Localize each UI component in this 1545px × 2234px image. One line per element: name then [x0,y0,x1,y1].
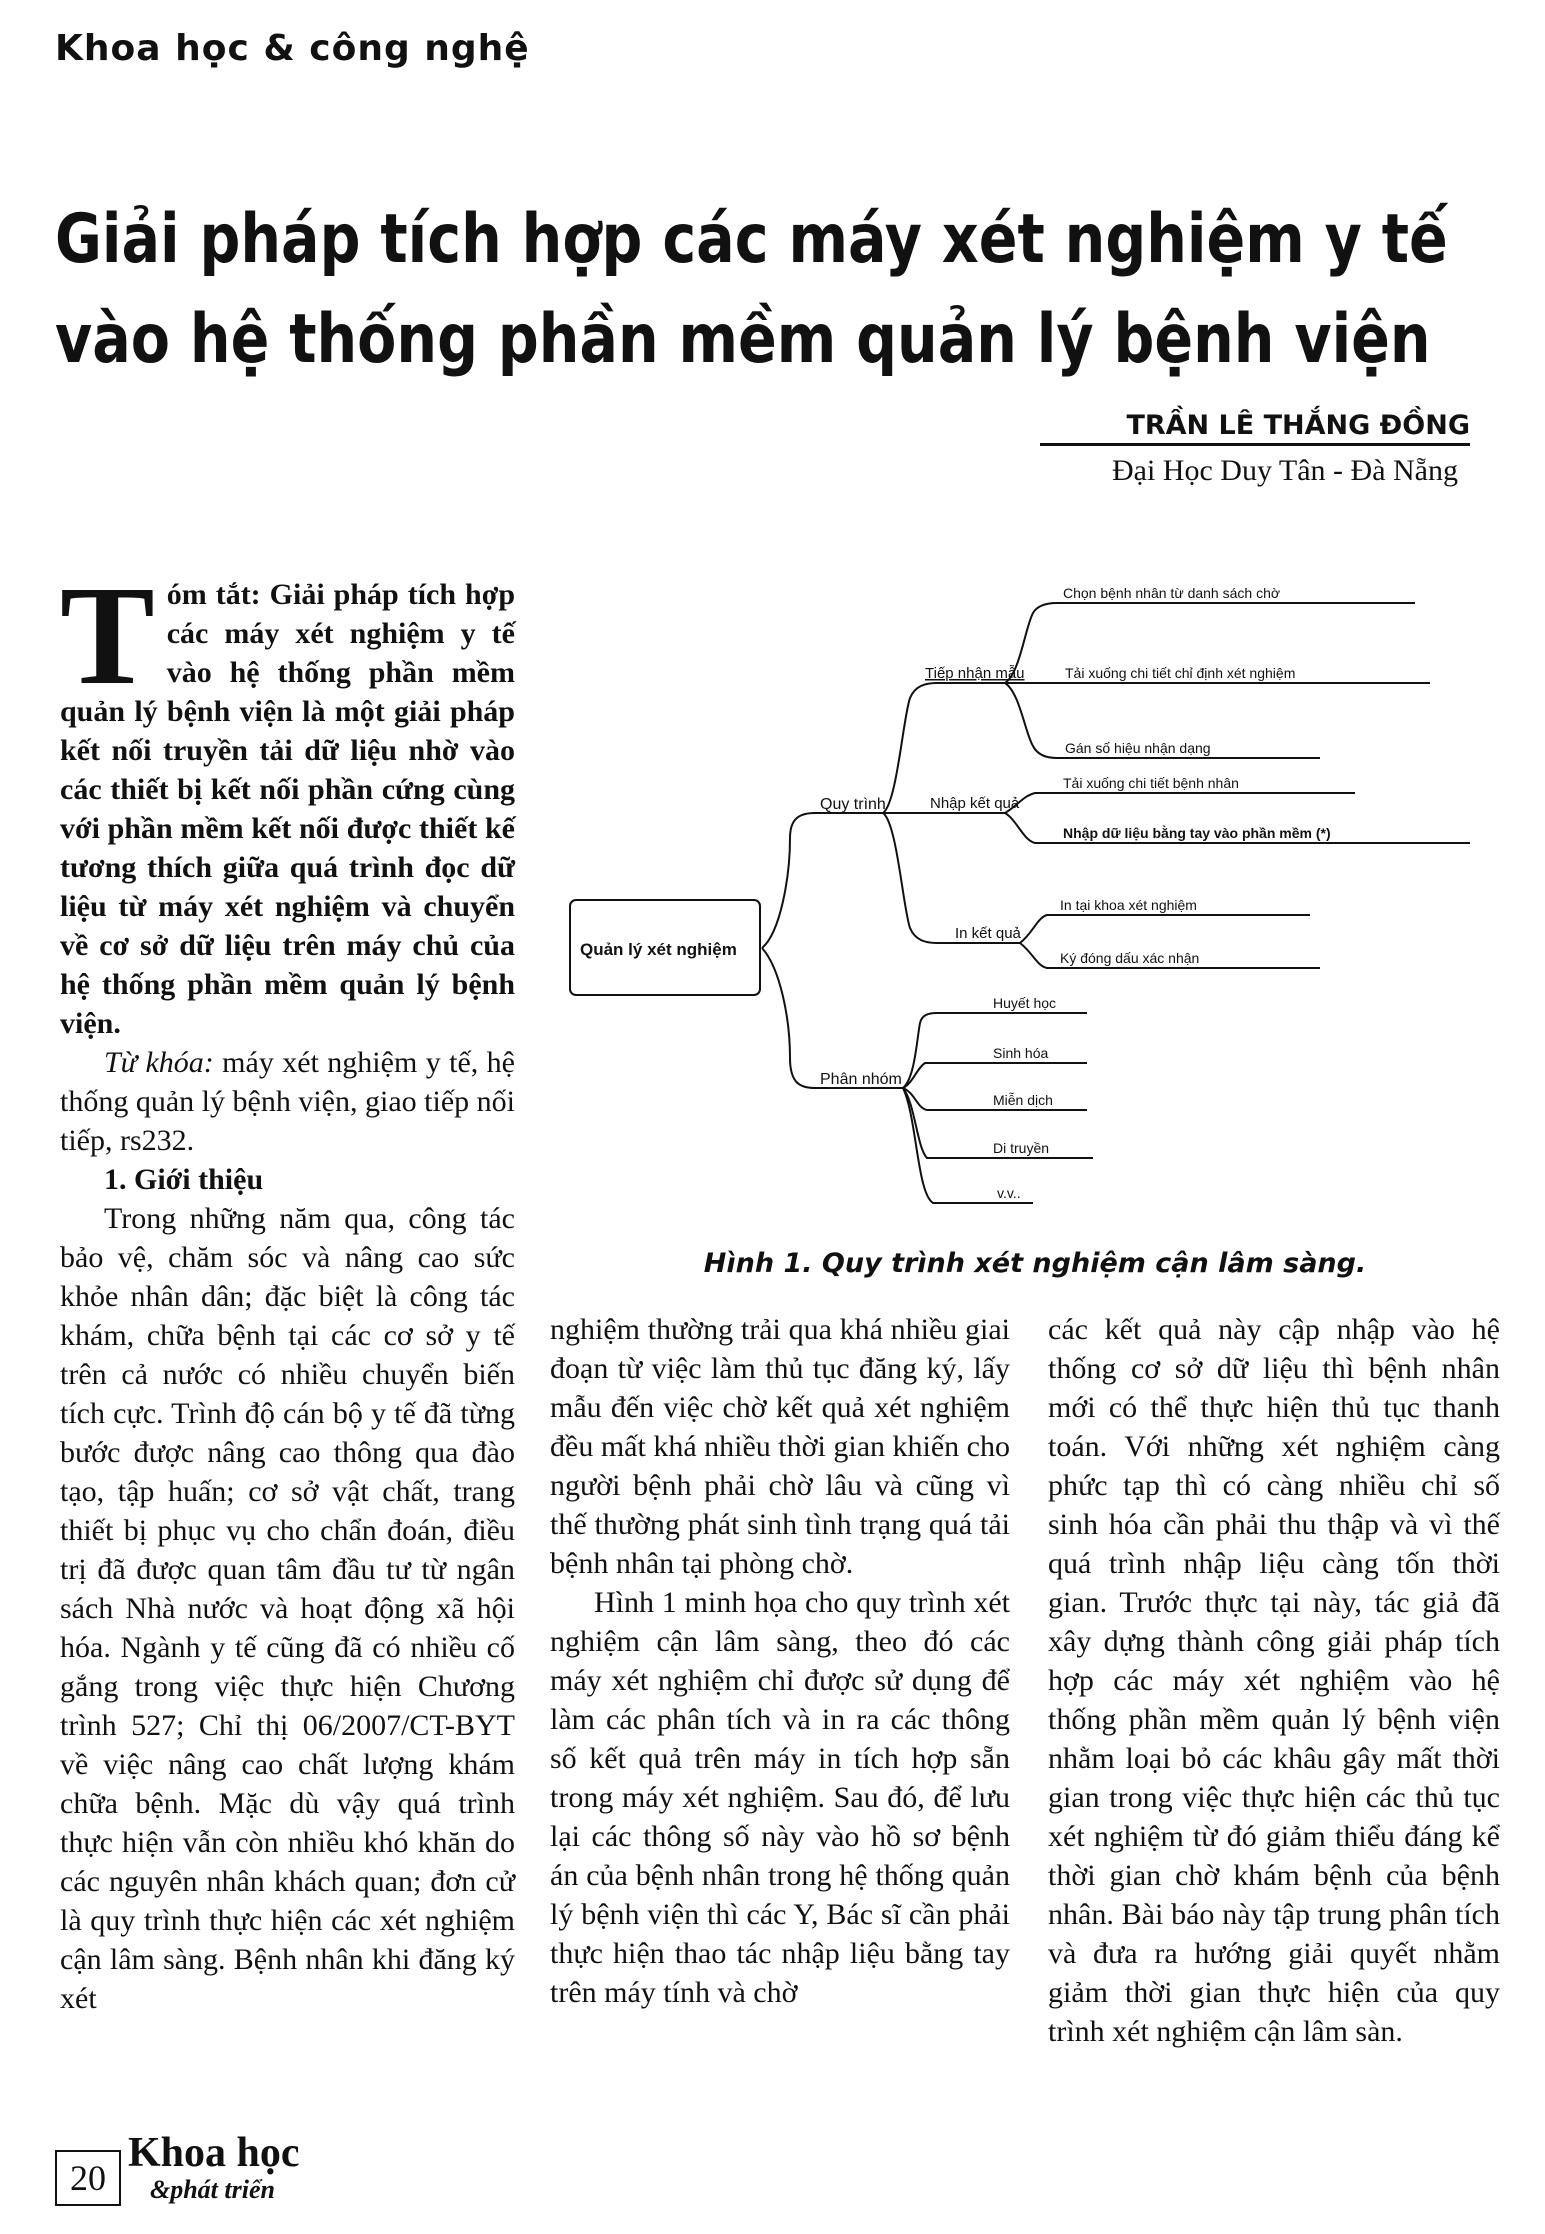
root-node-label: Quản lý xét nghiệm [580,940,737,959]
title-line-1: Giải pháp tích hợp các máy xét nghiệm y tế [55,200,1448,279]
author-name: TRẦN LÊ THẮNG ĐỒNG [1040,410,1470,446]
leaf-nhap-du-lieu: Nhập dữ liệu bằng tay vào phần mềm (*) [1063,825,1331,841]
author-affiliation: Đại Học Duy Tân - Đà Nẵng [1111,454,1458,487]
drop-cap: T [60,556,155,714]
leaf-curve-4 [1005,793,1355,813]
sub-in-ket-qua: In kết quả [955,925,1021,942]
group-curve-2 [903,1063,1087,1088]
magazine-logo-sub: &phát triển [150,2175,275,2204]
keywords-text: máy xét nghiệm y tế, hệ thống quản lý bệnh viện, giao tiếp nối tiếp, rs232. [60,1046,515,1157]
sub-curve-1 [883,683,1005,813]
group-sinh-hoa: Sinh hóa [993,1045,1049,1061]
leaf-chon-benh-nhan: Chọn bệnh nhân từ danh sách chờ [1063,585,1281,601]
figure-caption: Hình 1. Quy trình xét nghiệm cận lâm sàng. [703,1248,1367,1279]
keywords [60,1043,515,1160]
body-paragraph: nghiệm thường trải qua khá nhiều giai đoạn từ việc làm thủ tục đăng ký, lấy mẫu đến việc chờ kết quả xét nghiệm đều mất khá nhiều thời gian khiến cho người bệnh phải chờ lâu và cũng vì thế thường phát sinh tình trạng quá tải bệnh nhân tại phòng chờ. [550,1313,1010,1580]
column-3 [1048,1310,1500,2051]
abstract [60,556,515,1043]
sub-nhap-ket-qua: Nhập kết quả [930,795,1020,812]
body-paragraph: Hình 1 minh họa cho quy trình xét nghiệm cận lâm sàng, theo đó các máy xét nghiệm chỉ được sử dụng để làm các phân tích và in ra các thông số kết quả trên máy in tích hợp sẵn trong máy xét nghiệm. Sau đó, để lưu lại các thông số này vào hồ sơ bệnh án của bệnh nhân trong hệ thống quản lý bệnh viện thì các Y, Bác sĩ cần phải thực hiện thao tác nhập liệu bằng tay trên máy tính và chờ [550,1586,1010,2009]
column-2 [550,1310,1010,2012]
leaf-gan-so-hieu: Gán số hiệu nhận dạng [1065,740,1211,756]
leaf-in-tai-khoa: In tại khoa xét nghiệm [1060,897,1197,913]
group-di-truyen: Di truyền [993,1140,1050,1156]
section-label: Khoa học & công nghệ [55,28,530,69]
group-huyet-hoc: Huyết học [993,995,1057,1011]
column-1 [60,556,515,2018]
sub-tiep-nhan-mau: Tiếp nhận mẫu [925,665,1025,682]
group-vv: v.v.. [997,1185,1021,1201]
page-number: 20 [55,2150,121,2206]
section-heading-intro: 1. Giới thiệu [104,1163,264,1196]
sub-curve-3 [883,813,1020,943]
keywords-label: Từ khóa: [104,1046,214,1079]
body-paragraph: Trong những năm qua, công tác bảo vệ, chăm sóc và nâng cao sức khỏe nhân dân; đặc biệt là công tác khám, chữa bệnh tại các cơ sở y tế trên cả nước có nhiều chuyển biến tích cực. Trình độ cán bộ y tế đã từng bước được nâng cao thông qua đào tạo, tập huấn; cơ sở vật chất, trang thiết bị phục vụ cho chẩn đoán, điều trị đã được quan tâm đầu tư từ ngân sách Nhà nước và hoạt động xã hội hóa. Ngành y tế cũng đã có nhiều cố gắng trong việc thực hiện Chương trình 527; Chỉ thị 06/2007/CT-BYT về việc nâng cao chất lượng khám chữa bệnh. Mặc dù vậy quá trình thực hiện vẫn còn nhiều khó khăn do các nguyên nhân khách quan; đơn cử là quy trình thực hiện các xét nghiệm cận lâm sàng. Bệnh nhân khi đăng ký xét [60,1202,515,2015]
body-paragraph: các kết quả này cập nhập vào hệ thống cơ sở dữ liệu thì bệnh nhân mới có thể thực hiện thủ tục thanh toán. Với những xét nghiệm càng phức tạp thì có càng nhiều chỉ số sinh hóa cần phải thu thập và vì thế quá trình nhập liệu càng tốn thời gian. Trước thực tại này, tác giả đã xây dựng thành công giải pháp tích hợp các máy xét nghiệm vào hệ thống phần mềm quản lý bệnh viện nhằm loại bỏ các khâu gây mất thời gian trong việc thực hiện các thủ tục xét nghiệm từ đó giảm thiểu đáng kể thời gian chờ khám bệnh của bệnh nhân. Bài báo này tập trung phân tích và đưa ra hướng giải quyết nhằm giảm thời gian thực hiện của quy trình xét nghiệm cận lâm sàn. [1048,1313,1500,2048]
branch-quy-trinh: Quy trình [820,796,886,813]
leaf-curve-6 [1020,915,1310,943]
figure-mindmap [565,578,1505,1238]
leaf-ky-dong-dau: Ký đóng dấu xác nhận [1060,950,1200,966]
group-mien-dich: Miễn dịch [993,1092,1053,1108]
title-line-2: vào hệ thống phần mềm quản lý bệnh viện [55,300,1431,379]
article-title [55,190,1448,390]
leaf-tai-xuong-chi-dinh: Tải xuống chi tiết chỉ định xét nghiệm [1065,665,1296,681]
root-branch-curve [762,813,883,948]
leaf-tai-xuong-benh-nhan: Tải xuống chi tiết bệnh nhân [1063,775,1239,791]
magazine-logo: Khoa học [128,2130,300,2176]
byline [1040,410,1470,488]
abstract-text: óm tắt: Giải pháp tích hợp các máy xét nghiệm y tế vào hệ thống phần mềm quản lý bệnh viện là một giải pháp kết nối truyền tải dữ liệu nhờ vào các thiết bị kết nối phần cứng cùng với phần mềm kết nối được thiết kế tương thích giữa quá trình đọc dữ liệu từ máy xét nghiệm và chuyển về cơ sở dữ liệu trên máy chủ của hệ thống phần mềm quản lý bệnh viện. [60,578,515,1040]
branch-phan-nhom: Phân nhóm [820,1071,902,1088]
root-branch-curve-2 [762,948,903,1088]
